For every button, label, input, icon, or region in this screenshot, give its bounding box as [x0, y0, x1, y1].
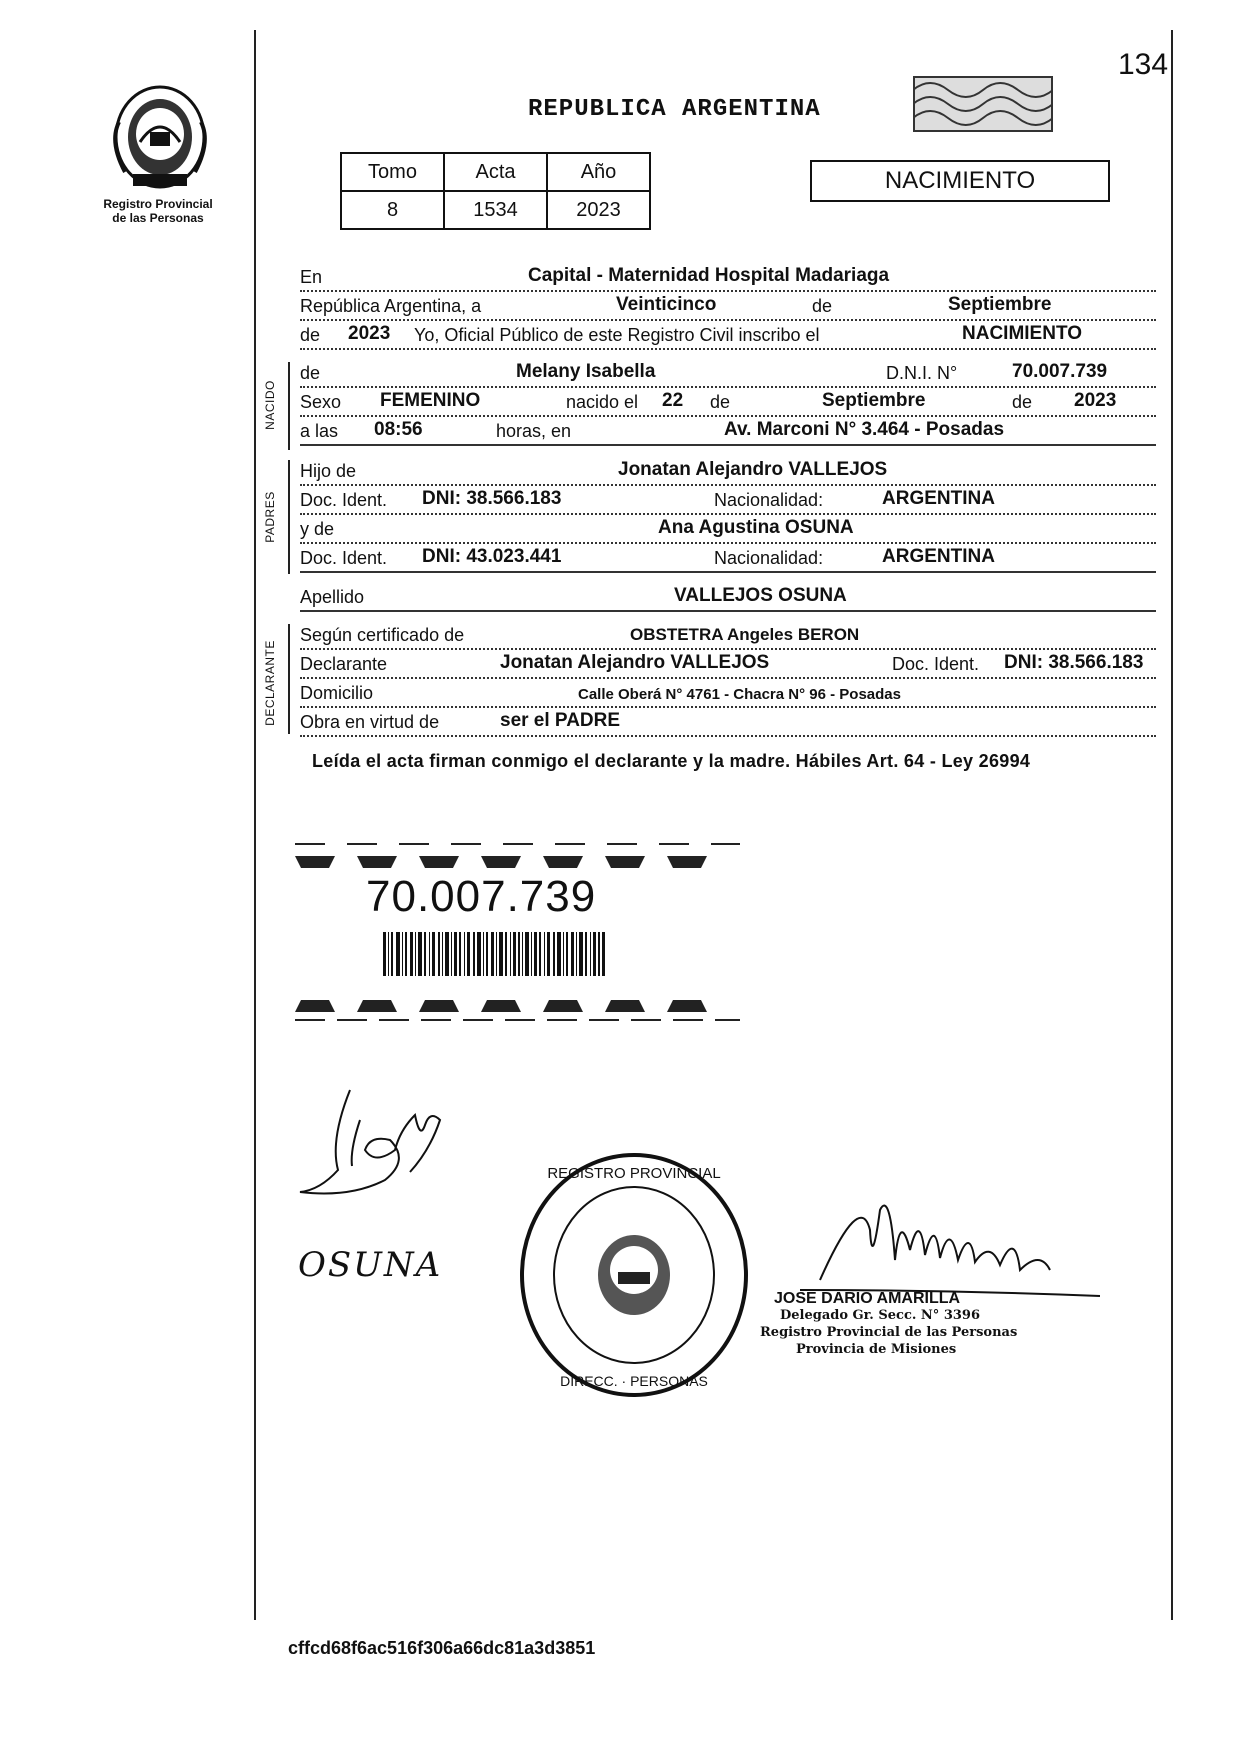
acts-label: Obra en virtud de — [300, 712, 440, 732]
row-cert — [300, 622, 1156, 650]
official-name: JOSE DARIO AMARILLA — [774, 1290, 961, 1307]
en-value: Capital - Maternidad Hospital Madariaga — [528, 265, 890, 286]
row-date — [300, 293, 1156, 321]
dni-value: 70.007.739 — [1012, 361, 1108, 382]
dni-label: D.N.I. N° — [886, 363, 958, 383]
row-mother-doc — [300, 545, 1156, 573]
born-year: 2023 — [1074, 390, 1117, 411]
born-month: Septiembre — [822, 390, 926, 411]
nacido-bracket — [288, 362, 290, 450]
cert-value: OBSTETRA Angeles BERON — [630, 625, 860, 644]
barcode — [383, 932, 605, 976]
row-address — [300, 680, 1156, 708]
de-label: de — [812, 296, 833, 316]
row-father-doc — [300, 487, 1156, 515]
svg-text:REGISTRO PROVINCIAL: REGISTRO PROVINCIAL — [547, 1165, 721, 1182]
closing-statement: Leída el acta firman conmigo el declarante y la madre. Hábiles Art. 64 - Ley 26994 — [312, 751, 1031, 771]
statement-text: Yo, Oficial Público de este Registro Civil inscribo el — [414, 325, 820, 345]
declarant-doc-value: DNI: 38.566.183 — [1004, 652, 1144, 673]
surname-value: VALLEJOS OSUNA — [674, 585, 847, 606]
declarant-value: Jonatan Alejandro VALLEJOS — [500, 652, 770, 673]
declarant-doc-label: Doc. Ident. — [892, 654, 980, 674]
year-value: 2023 — [348, 323, 391, 344]
month-value: Septiembre — [948, 294, 1052, 315]
row-surname — [300, 584, 1156, 612]
left-margin-line — [254, 30, 256, 1620]
row-acts — [300, 709, 1156, 737]
mother-nat-value: ARGENTINA — [882, 546, 995, 567]
born-label: nacido el — [566, 392, 639, 412]
value-acta: 1534 — [444, 191, 547, 229]
row-declarant — [300, 651, 1156, 679]
father-nat-value: ARGENTINA — [882, 488, 995, 509]
row-mother — [300, 516, 1156, 544]
registry-label-line2: de las Personas — [112, 211, 204, 225]
dni-stamp-number: 70.007.739 — [366, 872, 597, 921]
header-tomo: Tomo — [341, 153, 444, 191]
security-pattern-stamp — [913, 76, 1053, 132]
republica-label: República Argentina, a — [300, 296, 482, 316]
row-name — [300, 360, 1156, 388]
official-office: Registro Provincial de las Personas — [760, 1325, 1018, 1340]
value-tomo: 8 — [341, 191, 444, 229]
svg-text:DIRECC. · PERSONAS: DIRECC. · PERSONAS — [560, 1373, 708, 1389]
father-label: Hijo de — [300, 461, 357, 481]
mother-doc-value: DNI: 43.023.441 — [422, 546, 562, 567]
row-father — [300, 458, 1156, 486]
side-label-declarante: DECLARANTE — [263, 640, 277, 726]
year-prefix: de — [300, 325, 321, 345]
place-label: horas, en — [496, 421, 572, 441]
mother-label: y de — [300, 519, 335, 539]
time-value: 08:56 — [374, 419, 423, 440]
statement-value: NACIMIENTO — [962, 323, 1082, 344]
official-seal — [518, 1150, 750, 1400]
mother-nat-label: Nacionalidad: — [714, 548, 824, 568]
row-en — [300, 264, 1156, 292]
declarant-signature — [290, 1080, 470, 1210]
acts-value: ser el PADRE — [500, 710, 621, 731]
header-ano: Año — [547, 153, 650, 191]
page-number: 134 — [1118, 48, 1169, 81]
document-type-box: NACIMIENTO — [810, 160, 1110, 202]
header-acta: Acta — [444, 153, 547, 191]
time-label: a las — [300, 421, 339, 441]
day-value: Veinticinco — [616, 294, 717, 315]
name-value: Melany Isabella — [516, 361, 656, 382]
official-title: Delegado Gr. Secc. N° 3396 — [780, 1308, 980, 1323]
document-hash: cffcd68f6ac516f306a66dc81a3d3851 — [288, 1638, 596, 1658]
registry-table — [340, 152, 651, 230]
born-de: de — [710, 392, 731, 412]
right-margin-line — [1171, 30, 1173, 1620]
official-stamp-text — [760, 1290, 1017, 1358]
registry-label-line1: Registro Provincial — [103, 197, 213, 211]
sexo-label: Sexo — [300, 392, 342, 412]
official-province: Provincia de Misiones — [796, 1342, 957, 1357]
cert-label: Según certificado de — [300, 625, 465, 645]
provincial-coat-of-arms-logo — [105, 82, 215, 192]
place-value: Av. Marconi N° 3.464 - Posadas — [724, 419, 1005, 440]
row-statement — [300, 322, 1156, 350]
side-label-nacido: NACIDO — [263, 380, 277, 430]
born-day: 22 — [662, 390, 684, 411]
country-heading: REPUBLICA ARGENTINA — [528, 96, 821, 123]
sexo-value: FEMENINO — [380, 390, 481, 411]
row-time-place — [300, 418, 1156, 446]
born-de2: de — [1012, 392, 1033, 412]
surname-label: Apellido — [300, 587, 365, 607]
name-label: de — [300, 363, 321, 383]
mother-value: Ana Agustina OSUNA — [658, 517, 854, 538]
registry-label — [78, 197, 238, 225]
declarant-label: Declarante — [300, 654, 388, 674]
father-nat-label: Nacionalidad: — [714, 490, 824, 510]
row-sexo — [300, 389, 1156, 417]
en-label: En — [300, 267, 323, 287]
side-label-padres: PADRES — [263, 491, 277, 543]
handwritten-name: OSUNA — [298, 1245, 443, 1285]
value-ano: 2023 — [547, 191, 650, 229]
padres-bracket — [288, 460, 290, 574]
mother-doc-label: Doc. Ident. — [300, 548, 388, 568]
declarante-bracket — [288, 624, 290, 734]
address-value: Calle Oberá N° 4761 - Chacra N° 96 - Posadas — [578, 686, 901, 703]
father-doc-label: Doc. Ident. — [300, 490, 388, 510]
father-value: Jonatan Alejandro VALLEJOS — [618, 459, 888, 480]
father-doc-value: DNI: 38.566.183 — [422, 488, 562, 509]
address-label: Domicilio — [300, 683, 374, 703]
